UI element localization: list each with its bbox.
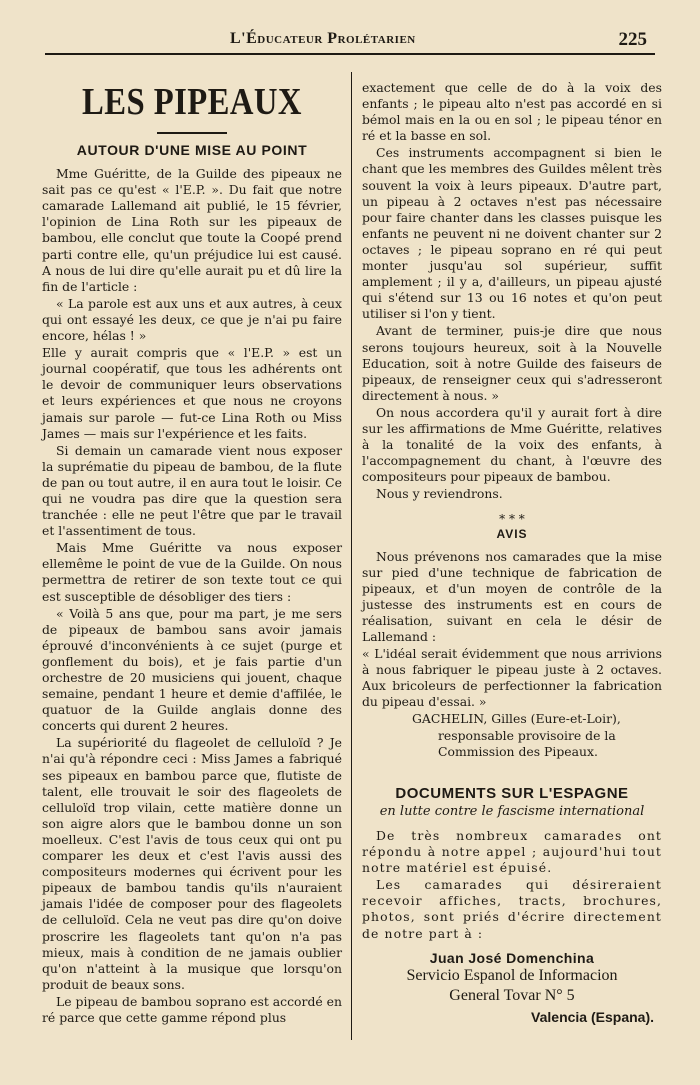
signature-role: responsable provisoire de la — [438, 727, 616, 743]
paragraph: On nous accordera qu'il y aurait fort à dire sur les affirmations de Mme Guéritte, relatives à la tonalité de la voix des enfants, à l'accompagnement du chant, à l'œuvre des compositeurs pour pipeaux de bambou. — [362, 404, 662, 485]
article-title: LES PIPEAUX — [82, 81, 302, 123]
paragraph: Ces instruments accompagnent si bien le chant que les membres des Guildes mêlent très souvent la voix à leurs pipeaux. D'autre part, un pipeau à 2 octaves n'est pas nécessaire pour faire chanter dans les classes puisque les enfants ne peuvent ni ne doivent chanter sur 2 octaves ; le pipeau soprano en ré qui peut monter jusqu'au sol supérieur, suffit amplement ; il y a, d'ailleurs, un pipeau ajusté qui s'étend sur 13 ou 16 notes et qu'on peut utiliser si l'on y tient. — [362, 145, 662, 322]
header-rule — [45, 53, 655, 55]
address-city: Valencia (Espana). — [531, 1008, 654, 1025]
left-column — [42, 78, 342, 1026]
journal-title: L'Éducateur Prolétarien — [230, 30, 416, 47]
paragraph: Mais Mme Guéritte va nous exposer ellemême le point de vue de la Guilde. On nous permettra de retirer de son texte tout ce qui est susceptible de désobliger des tiers : — [42, 540, 342, 604]
address-service: Servicio Espanol de Informacion — [406, 966, 618, 984]
article-subtitle: AUTOUR D'UNE MISE AU POINT — [76, 142, 308, 158]
title-rule — [157, 132, 227, 134]
paragraph: La supériorité du flageolet de celluloïd ? Je n'ai qu'à répondre ceci : Miss James a fabriqué ses pipeaux en bambou parce que, flutiste de talent, elle trouvait le soir des flageolets de celluloïd trop vilain, cette matière donne un son aigre alors que le bambou donne un son moelleux. C'est l'avis de tous ceux qui ont pu comparer les deux et c'est l'avis aussi des compositeurs modernes qui écrivent pour les pipeaux de bambou tandis qu'ils n'auraient jamais l'idée de composer pour des flageolets de celluloïd. Cela ne veut pas dire qu'on doive proscrire les flageolets tant qu'on n'a pas mieux, mais à condition de ne jamais oublier qu'on n'atteint à la musique que lorsqu'on produit de beaux sons. — [42, 735, 342, 992]
address-street: General Tovar N° 5 — [449, 986, 575, 1004]
signature-commission: Commission des Pipeaux. — [438, 743, 598, 759]
signature-name: GACHELIN, Gilles (Eure-et-Loir), — [412, 711, 621, 727]
paragraph: Avant de terminer, puis-je dire que nous serons toujours heureux, soit à la Nouvelle Education, soit à notre Guilde des faiseurs de pipeaux, de renseigner ceux qui s'adresseront directement à nous. » — [362, 323, 662, 403]
avis-quote: « L'idéal serait évidemment que nous arrivions à nous fabriquer le pipeau juste à 2 octaves. Aux bricoleurs de perfectionner la fabrication du pipeau d'essai. » — [362, 646, 662, 710]
paragraph: Elle y aurait compris que « l'E.P. » est un journal coopératif, que tous les adhérents ont le devoir de communiquer leurs observations et leurs expériences et que nous ne croyons jamais sur parole — fut-ce Lina Roth ou Miss James — mais sur l'expérience et les faits. — [42, 345, 342, 441]
section-stars: * * * — [499, 512, 525, 527]
avis-paragraph: Nous prévenons nos camarades que la mise sur pied d'une technique de fabrication de pipeaux, et d'un moyen de contrôle de la justesse des instruments est en cours de réalisation, suivant en cela le désir de Lallemand : — [362, 548, 662, 644]
page-number: 225 — [618, 29, 647, 50]
documents-paragraph: Les camarades qui désireraient recevoir affiches, tracts, brochures, photos, sont priés d'écrire directement de notre part à : — [362, 877, 662, 941]
paragraph: exactement que celle de do à la voix des enfants ; le pipeau alto n'est pas accordé en si bémol mais en la ou en sol ; le pipeau ténor en ré et la basse en sol. — [362, 80, 662, 144]
avis-title: AVIS — [496, 527, 528, 542]
paragraph: Le pipeau de bambou soprano est accordé en ré parce que cette gamme répond plus — [42, 993, 342, 1025]
paragraph: Nous y reviendrons. — [376, 486, 503, 502]
paragraph: « La parole est aux uns et aux autres, à ceux qui ont essayé les deux, ce que je n'ai pu faire encore, hélas ! » — [42, 295, 342, 344]
column-divider — [351, 72, 352, 1040]
paragraph: « Voilà 5 ans que, pour ma part, je me sers de pipeaux de bambou sans avoir jamais éprouvé d'inconvénients à ce sujet (purge et gonflement du bois), et je fais partie d'un orchestre de 20 musiciens qui jouent, chaque semaine, pendant 1 heure et demie d'affilée, le quatuor de la Guilde anglais donne des concerts qui durent 2 heures. — [42, 605, 342, 734]
page-header — [45, 30, 655, 54]
documents-subtitle: en lutte contre le fascisme international — [379, 803, 645, 819]
documents-paragraph: De très nombreux camarades ont répondu à notre appel ; aujourd'hui tout notre matériel est épuisé. — [362, 827, 662, 876]
documents-title: DOCUMENTS SUR L'ESPAGNE — [395, 784, 629, 802]
right-column — [362, 80, 662, 1025]
paragraph: Si demain un camarade vient nous exposer la suprématie du pipeau de bambou, de la flute de pan ou tout autre, il en aura tout le loisir. Ce qui ne voudra pas dire que la question sera tranchée : elle ne peut l'être que par le travail et l'assentiment de tous. — [42, 442, 342, 539]
paragraph: Mme Guéritte, de la Guilde des pipeaux ne sait pas ce qu'est « l'E.P. ». Du fait que notre camarade Lallemand ait publié, le 15 février, l'opinion de Lina Roth sur les pipeaux de bambou, elle conclut que toute la Coopé prend parti contre elle, qu'un préjudice lui est causé. A nous de lui dire qu'elle aurait pu et dû lire la fin de l'article : — [42, 166, 342, 294]
signature — [412, 711, 662, 759]
address-name: Juan José Domenchina — [429, 949, 595, 966]
